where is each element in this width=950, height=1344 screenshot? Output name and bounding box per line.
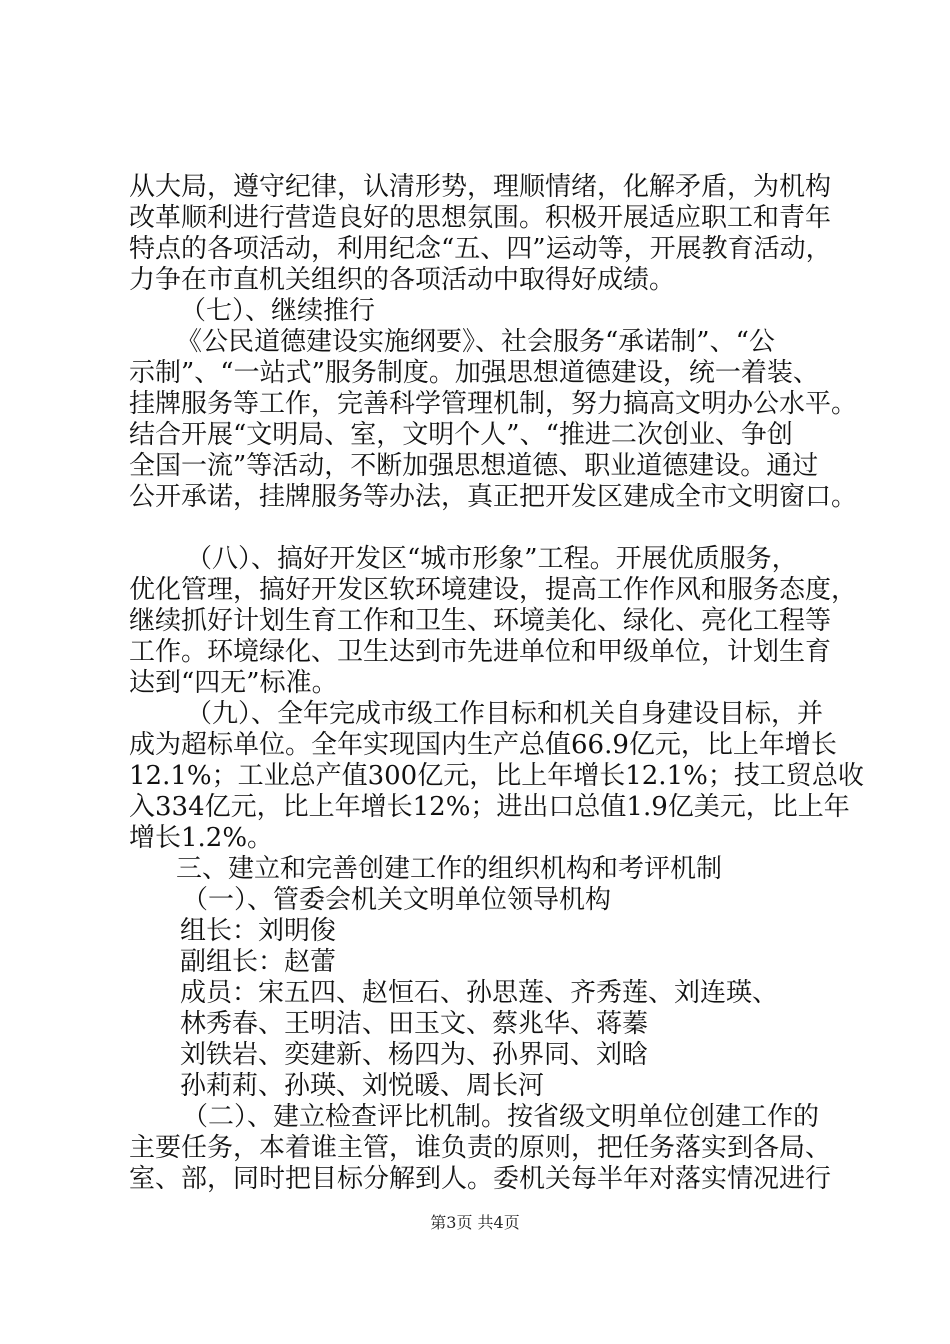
members-line: 林秀春、王明洁、田玉文、蔡兆华、蒋蓁	[180, 1009, 649, 1039]
members-line: 刘铁岩、奕建新、杨四为、孙界同、刘晗	[180, 1040, 649, 1070]
text-line: 成为超标单位。全年实现国内生产总值66.9亿元，比上年增长	[129, 730, 837, 760]
text-line: 改革顺利进行营造良好的思想氛围。积极开展适应职工和青年	[129, 203, 832, 233]
text-line: 入334亿元，比上年增长12%；进出口总值1.9亿美元，比上年	[129, 792, 850, 822]
leader-line: 组长：刘明俊	[180, 916, 337, 946]
text-line: 结合开展“文明局、室，文明个人”、“推进二次创业、争创	[129, 420, 793, 450]
text-line: 工作。环境绿化、卫生达到市先进单位和甲级单位，计划生育	[129, 637, 832, 667]
text-line: 室、部，同时把目标分解到人。委机关每半年对落实情况进行	[129, 1164, 832, 1194]
text-line: 示制”、“一站式”服务制度。加强思想道德建设，统一着装、	[129, 358, 819, 388]
paragraph-gap	[0, 513, 950, 544]
text-line: 优化管理，搞好开发区软环境建设，提高工作作风和服务态度，	[129, 575, 858, 605]
page-number-footer: 第3页 共4页	[430, 1213, 520, 1232]
document-body	[0, 172, 950, 1195]
text-line: 达到“四无”标准。	[129, 668, 338, 698]
section-heading-9: （九）、全年完成市级工作目标和机关自身建设目标，并	[186, 699, 824, 729]
text-line: 增长1.2%。	[129, 823, 274, 853]
text-line: 从大局，遵守纪律，认清形势，理顺情绪，化解矛盾，为机构	[129, 172, 832, 202]
deputy-leader-line: 副组长：赵蕾	[180, 947, 337, 977]
text-line: 挂牌服务等工作，完善科学管理机制，努力搞高文明办公水平。	[129, 389, 858, 419]
text-line: 公开承诺，挂牌服务等办法，真正把开发区建成全市文明窗口。	[129, 482, 858, 512]
subsection-heading-1: （一）、管委会机关文明单位领导机构	[182, 885, 612, 915]
text-line: 主要任务，本着谁主管，谁负责的原则，把任务落实到各局、	[129, 1133, 832, 1163]
members-line: 成员：宋五四、赵恒石、孙思莲、齐秀莲、刘连瑛、	[180, 978, 779, 1008]
subsection-heading-2: （二）、建立检查评比机制。按省级文明单位创建工作的	[182, 1102, 820, 1132]
text-line: 12.1%；工业总产值300亿元，比上年增长12.1%；技工贸总收	[129, 761, 864, 791]
section-heading-7: （七）、继续推行	[180, 296, 376, 326]
members-line: 孙莉莉、孙瑛、刘悦暖、周长河	[180, 1071, 545, 1101]
text-line: 全国一流”等活动，不断加强思想道德、职业道德建设。通过	[129, 451, 819, 481]
section-heading-3: 三、建立和完善创建工作的组织机构和考评机制	[176, 854, 723, 884]
text-line: 特点的各项活动，利用纪念“五、四”运动等，开展教育活动，	[129, 234, 832, 264]
text-line: 力争在市直机关组织的各项活动中取得好成绩。	[129, 265, 676, 295]
text-line: 《公民道德建设实施纲要》、社会服务“承诺制”、“公	[176, 327, 775, 357]
text-line: 继续抓好计划生育工作和卫生、环境美化、绿化、亮化工程等	[129, 606, 832, 636]
section-heading-8: （八）、搞好开发区“城市形象”工程。开展优质服务，	[186, 544, 798, 574]
